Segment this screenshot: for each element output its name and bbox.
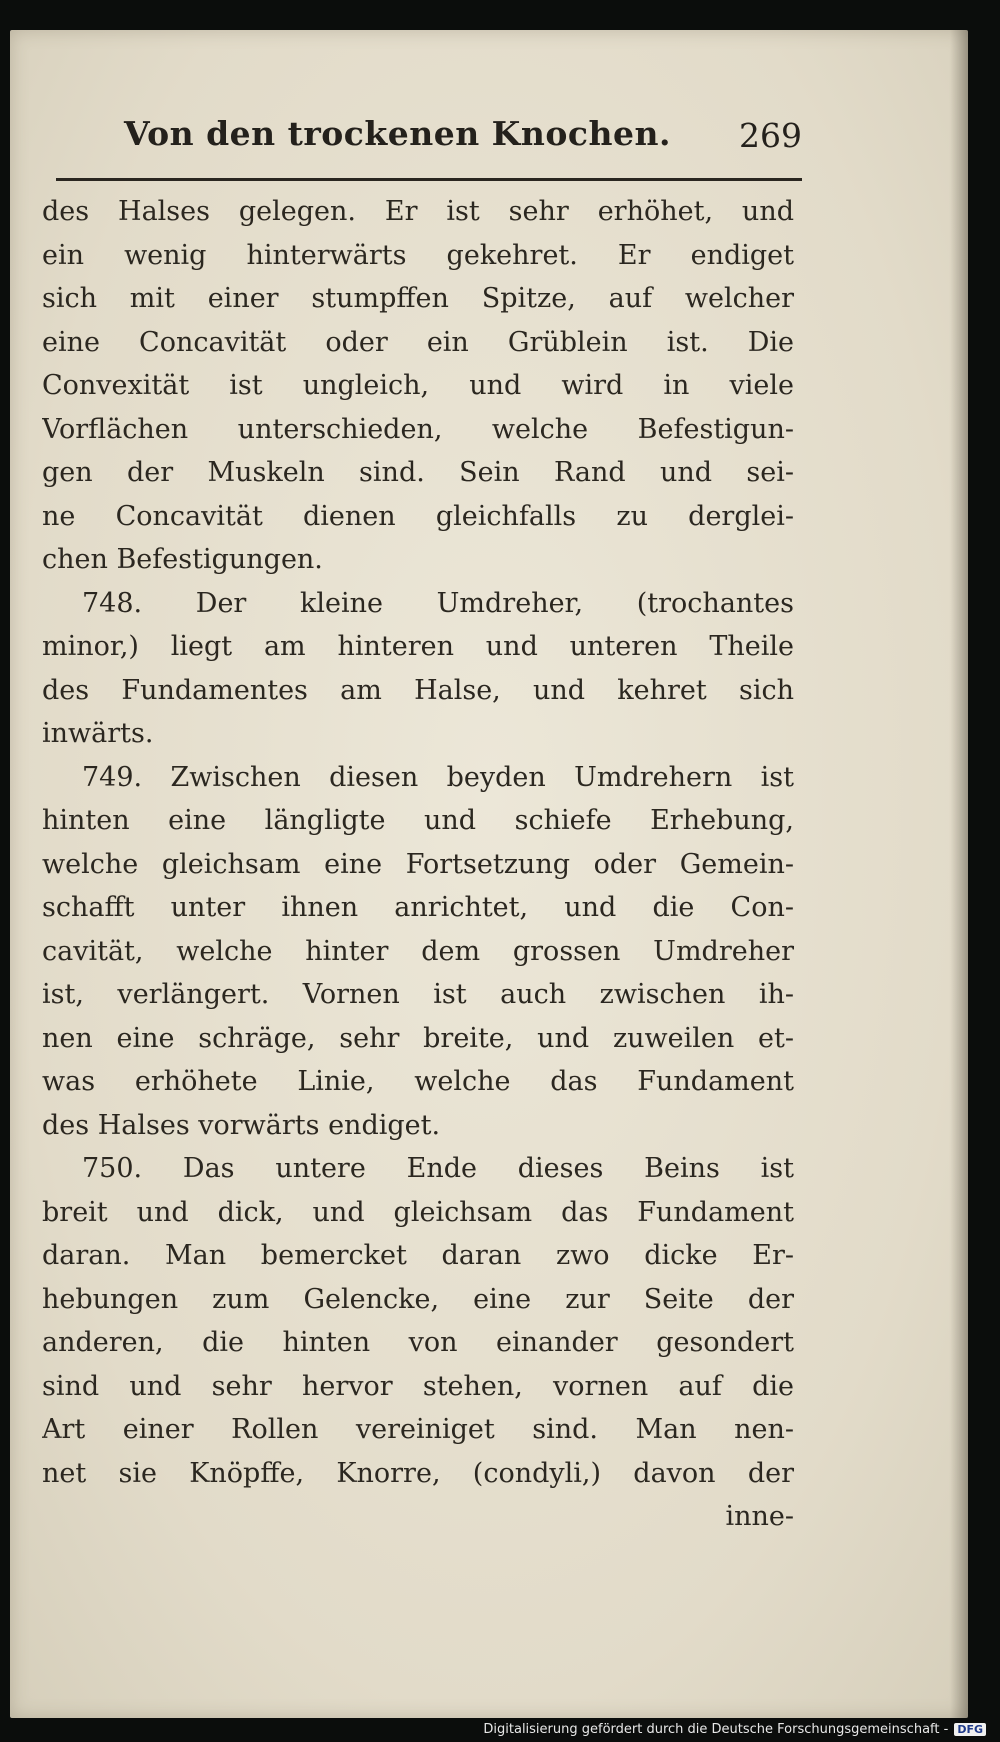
- digitization-credit: [483, 1722, 986, 1737]
- text-line: Convexität ist ungleich, und wird in viele: [42, 370, 794, 401]
- page-number: 269: [739, 116, 802, 155]
- paragraph-748-start: 748. Der kleine Umdreher, (trochantes: [82, 587, 794, 619]
- text-line: daran. Man bemercket daran zwo dicke Er-: [42, 1240, 794, 1271]
- text-line: net sie Knöpffe, Knorre, (condyli,) davon der: [42, 1457, 794, 1489]
- text-line: ne Concavität dienen gleichfalls zu derglei-: [42, 500, 794, 532]
- dfg-logo-icon: DFG: [954, 1723, 986, 1736]
- text-line: inwärts.: [42, 718, 154, 749]
- text-line: hinten eine längligte und schiefe Erhebung,: [42, 805, 794, 836]
- text-line: anderen, die hinten von einander gesondert: [42, 1327, 794, 1358]
- text-line: des Fundamentes am Halse, und kehret sich: [42, 674, 794, 706]
- running-head: [60, 100, 802, 180]
- text-line: minor,) liegt am hinteren und unteren Theile: [42, 631, 794, 662]
- text-line: sich mit einer stumpffen Spitze, auf welcher: [42, 283, 794, 314]
- text-line: ein wenig hinterwärts gekehret. Er endiget: [42, 239, 794, 271]
- text-line: nen eine schräge, sehr breite, und zuweilen et-: [42, 1022, 794, 1054]
- text-line: Art einer Rollen vereiniget sind. Man nen-: [42, 1414, 794, 1445]
- text-line: was erhöhete Linie, welche das Fundament: [42, 1066, 794, 1097]
- text-line: schafft unter ihnen anrichtet, und die Con-: [42, 892, 794, 923]
- running-title: Von den trockenen Knochen.: [124, 114, 671, 153]
- catchword: inne-: [725, 1501, 794, 1532]
- text-line: Vorflächen unterschieden, welche Befestigun-: [42, 413, 794, 445]
- paragraph-750-start: 750. Das untere Ende dieses Beins ist: [82, 1153, 794, 1184]
- text-line: des Halses vorwärts endiget.: [42, 1109, 441, 1141]
- text-line: chen Befestigungen.: [42, 544, 323, 575]
- text-line: ist, verlängert. Vornen ist auch zwischen ih-: [42, 979, 794, 1010]
- page-edge-shadow: [950, 30, 968, 1718]
- text-line: breit und dick, und gleichsam das Fundament: [42, 1196, 794, 1228]
- body-text: [42, 190, 794, 1539]
- text-line: gen der Muskeln sind. Sein Rand und sei-: [42, 457, 794, 488]
- text-line: hebungen zum Gelencke, eine zur Seite der: [42, 1283, 794, 1315]
- text-line: welche gleichsam eine Fortsetzung oder Gemein-: [42, 848, 794, 880]
- text-line: des Halses gelegen. Er ist sehr erhöhet, und: [42, 196, 794, 227]
- header-rule: [56, 178, 802, 181]
- text-line: cavität, welche hinter dem grossen Umdreher: [42, 935, 794, 967]
- credit-text: Digitalisierung gefördert durch die Deutsche Forschungsgemeinschaft -: [483, 1722, 949, 1737]
- text-line: eine Concavität oder ein Grüblein ist. Die: [42, 326, 794, 358]
- text-line: sind und sehr hervor stehen, vornen auf die: [42, 1370, 794, 1402]
- paragraph-749-start: 749. Zwischen diesen beyden Umdrehern ist: [82, 761, 794, 793]
